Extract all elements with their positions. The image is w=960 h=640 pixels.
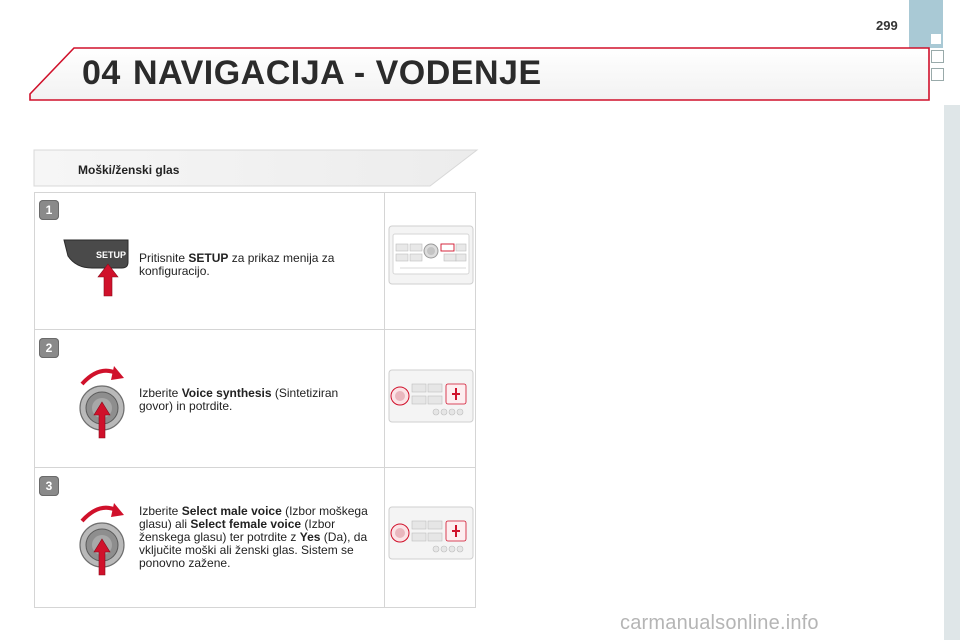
side-strip xyxy=(944,105,960,640)
setup-button-label: SETUP xyxy=(96,250,127,260)
panel-column-divider xyxy=(384,192,385,608)
step-badge-3: 3 xyxy=(39,476,59,496)
step-divider-2 xyxy=(34,467,476,468)
rotary-knob-icon-3 xyxy=(70,495,138,577)
step-2-text: Izberite Voice synthesis (Sintetiziran govor) in potrdite. xyxy=(139,386,339,413)
chapter-side-tab xyxy=(909,0,943,48)
radio-panel-illustration-1 xyxy=(388,220,474,290)
chapter-number: 04 xyxy=(82,54,121,92)
side-box-2 xyxy=(931,68,944,81)
side-box-1 xyxy=(931,50,944,63)
chapter-title: NAVIGACIJA - VODENJE xyxy=(133,54,542,92)
step-divider-1 xyxy=(34,329,476,330)
step-1-text: Pritisnite SETUP za prikaz menija za konfiguracijo. xyxy=(139,251,335,278)
rotary-knob-icon-2 xyxy=(70,358,138,440)
page-number: 299 xyxy=(876,18,898,33)
section-title: Moški/ženski glas xyxy=(78,163,180,177)
step-badge-2: 2 xyxy=(39,338,59,358)
setup-button-icon xyxy=(62,234,138,300)
radio-panel-illustration-3 xyxy=(388,505,474,561)
radio-panel-illustration-2 xyxy=(388,368,474,424)
step-badge-1: 1 xyxy=(39,200,59,220)
step-3-text: Izberite Select male voice (Izbor moškega glasu) ali Select female voice (Izbor ženskega glasu) ter potrdite z Yes (Da), da vključite moški ali ženski glas. Sistem se ponovno zažene. xyxy=(139,504,368,570)
watermark: carmanualsonline.info xyxy=(620,612,819,634)
